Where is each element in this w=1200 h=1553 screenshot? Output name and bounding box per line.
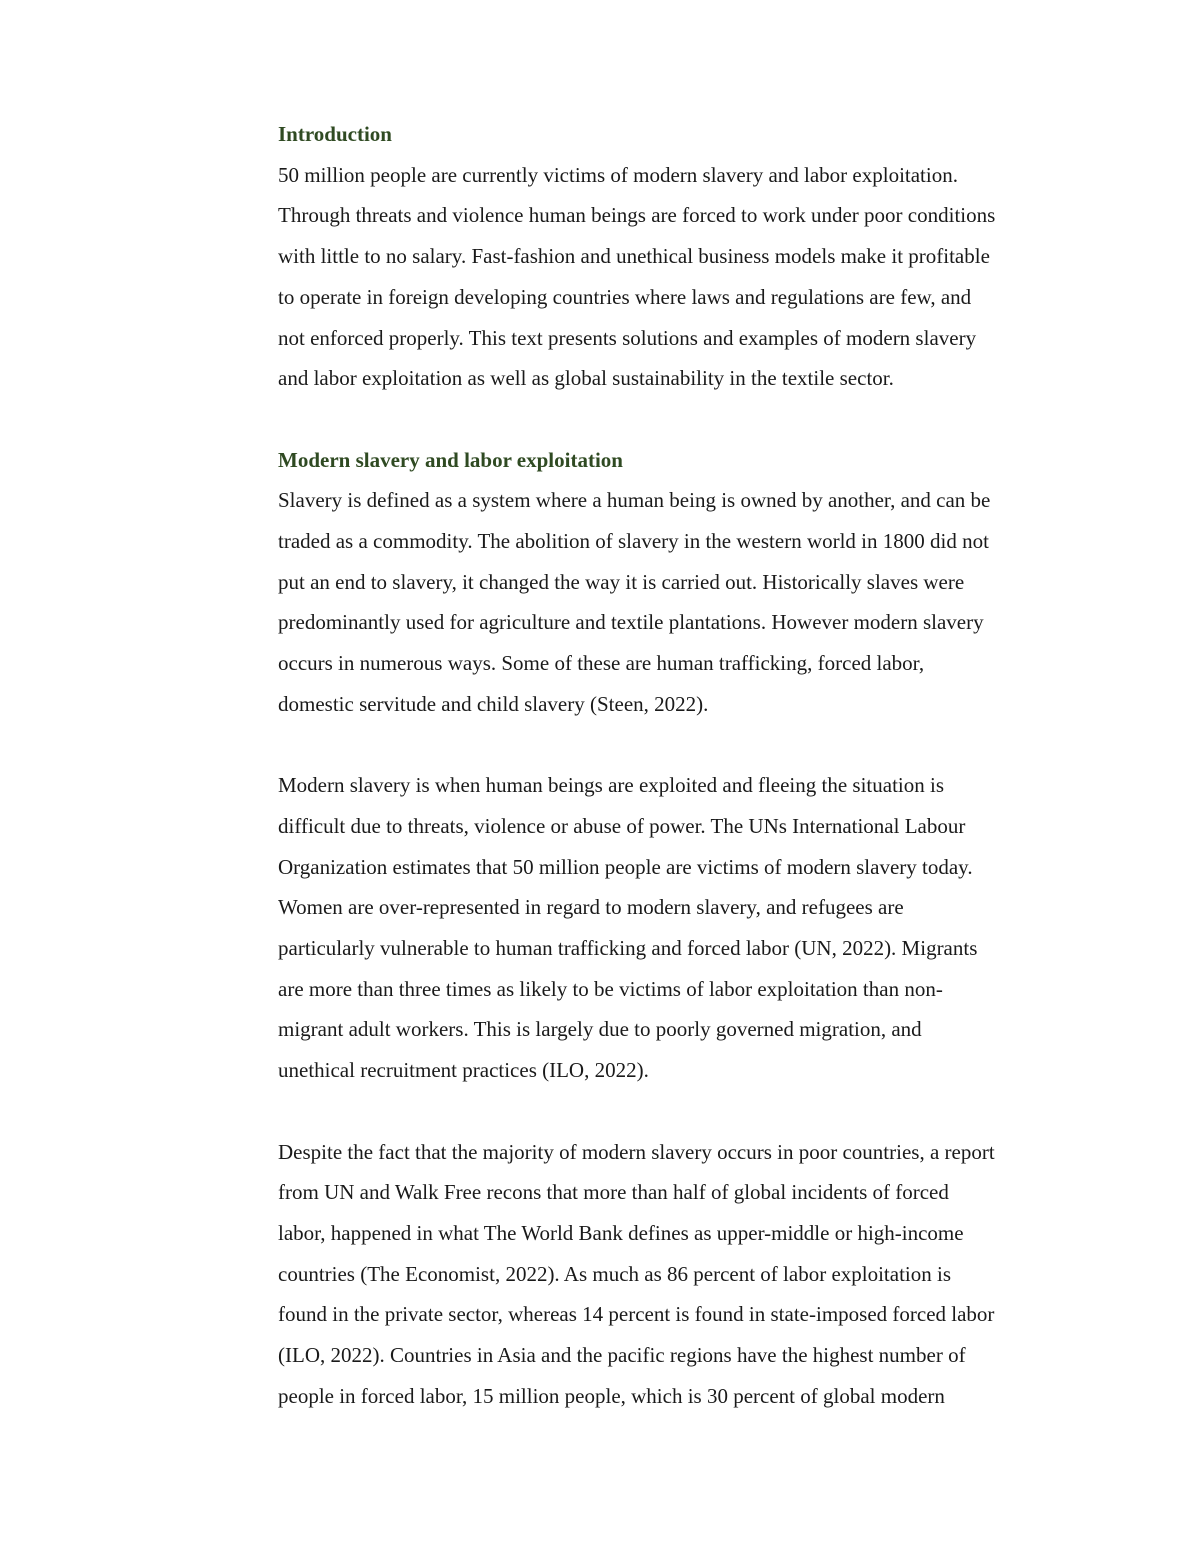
paragraph-spacer	[278, 399, 1098, 440]
text-line: domestic servitude and child slavery (Steen, 2022).	[278, 691, 709, 716]
text-line: particularly vulnerable to human trafficking and forced labor (UN, 2022). Migrants	[278, 936, 978, 961]
paragraph-modern-slavery-exploitation	[278, 765, 1098, 1091]
text-line: put an end to slavery, it changed the way it is carried out. Historically slaves were	[278, 569, 965, 594]
text-line: (ILO, 2022). Countries in Asia and the pacific regions have the highest number of	[278, 1343, 966, 1368]
text-line: not enforced properly. This text presents solutions and examples of modern slavery	[278, 325, 977, 350]
paragraph-slavery-definition	[278, 480, 1098, 724]
text-line: found in the private sector, whereas 14 percent is found in state-imposed forced labor	[278, 1302, 995, 1327]
text-line: Despite the fact that the majority of modern slavery occurs in poor countries, a report	[278, 1139, 995, 1164]
text-line: Organization estimates that 50 million people are victims of modern slavery today.	[278, 854, 973, 879]
paragraph-forced-labor-statistics	[278, 1132, 1098, 1417]
text-line: unethical recruitment practices (ILO, 2022).	[278, 1058, 649, 1083]
paragraph-spacer	[278, 1091, 1098, 1132]
text-line: to operate in foreign developing countries where laws and regulations are few, and	[278, 284, 972, 309]
text-line: and labor exploitation as well as global sustainability in the textile sector.	[278, 366, 894, 391]
text-line: Modern slavery is when human beings are exploited and fleeing the situation is	[278, 773, 945, 798]
paragraph-spacer	[278, 725, 1098, 766]
text-line: difficult due to threats, violence or abuse of power. The UNs International Labour	[278, 813, 966, 838]
text-line: occurs in numerous ways. Some of these are human trafficking, forced labor,	[278, 651, 925, 676]
paragraph-introduction	[278, 155, 1098, 399]
text-line: from UN and Walk Free recons that more than half of global incidents of forced	[278, 1180, 949, 1205]
text-line: Slavery is defined as a system where a human being is owned by another, and can be	[278, 488, 991, 513]
text-line: migrant adult workers. This is largely due to poorly governed migration, and	[278, 1017, 922, 1042]
text-line: predominantly used for agriculture and textile plantations. However modern slavery	[278, 610, 984, 635]
text-line: labor, happened in what The World Bank defines as upper-middle or high-income	[278, 1220, 964, 1245]
section-heading-introduction: Introduction	[278, 122, 392, 146]
text-line: Women are over-represented in regard to modern slavery, and refugees are	[278, 895, 904, 920]
text-line: people in forced labor, 15 million people, which is 30 percent of global modern	[278, 1383, 945, 1408]
document-body	[278, 114, 1098, 1416]
text-line: 50 million people are currently victims of modern slavery and labor exploitation.	[278, 162, 958, 187]
text-line: Through threats and violence human beings are forced to work under poor conditions	[278, 203, 996, 228]
text-line: countries (The Economist, 2022). As much as 86 percent of labor exploitation is	[278, 1261, 952, 1286]
text-line: traded as a commodity. The abolition of slavery in the western world in 1800 did not	[278, 529, 989, 554]
section-heading-modern-slavery: Modern slavery and labor exploitation	[278, 447, 623, 472]
text-line: with little to no salary. Fast-fashion and unethical business models make it profitable	[278, 244, 990, 269]
text-line: are more than three times as likely to be victims of labor exploitation than non-	[278, 976, 943, 1001]
